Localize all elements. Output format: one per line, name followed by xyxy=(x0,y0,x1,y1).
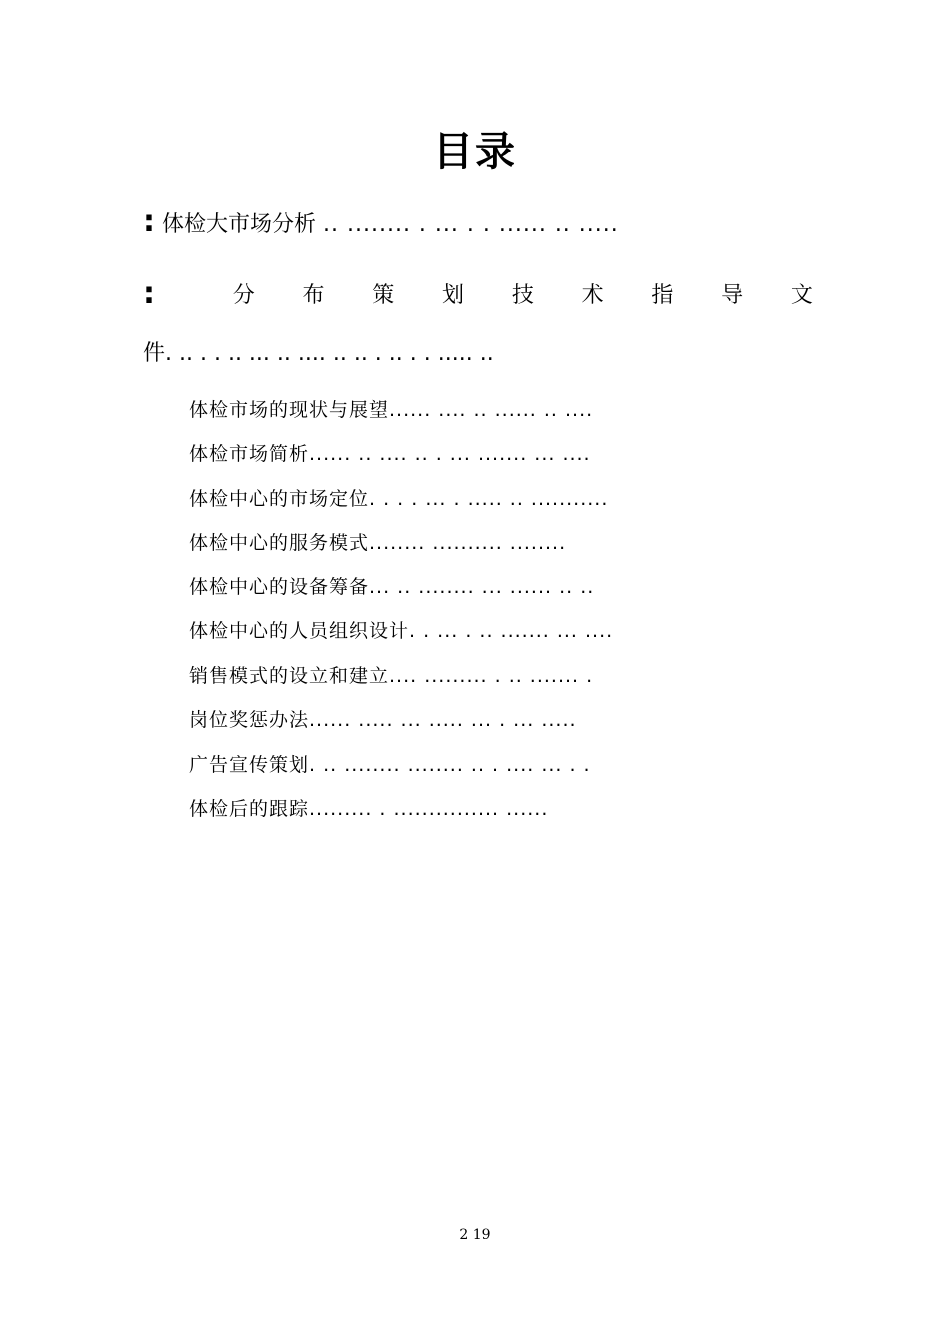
toc-subentry[interactable] xyxy=(189,794,548,821)
toc-entry-label: 体检中心的人员组织设计 xyxy=(189,620,410,642)
toc-subentry[interactable] xyxy=(189,439,591,466)
toc-entry-label: 体检市场简析 xyxy=(189,443,310,465)
toc-entry-label-char: 文 xyxy=(790,283,813,308)
toc-entry-label-char: 技 xyxy=(511,283,534,308)
toc-entry-label-char: 指 xyxy=(651,283,674,308)
toc-subentry[interactable] xyxy=(189,395,593,422)
toc-entry-label: 体检中心的设备筹备 xyxy=(189,576,370,598)
toc-entry-label: 体检中心的市场定位 xyxy=(189,488,370,510)
toc-subentry[interactable] xyxy=(189,528,566,555)
toc-leader-dots: ........ .......... ........ xyxy=(369,532,567,554)
toc-leader-dots: . . ... . .. ....... ... .... xyxy=(409,620,614,642)
toc-entry-section-2[interactable] xyxy=(143,276,813,311)
toc-entry-label: 体检大市场分析 xyxy=(162,212,317,237)
section-colon: : xyxy=(143,204,155,239)
toc-subentry[interactable] xyxy=(189,661,593,688)
toc-entry-label-char: 件 xyxy=(143,341,166,366)
toc-leader-dots: . .. . . .. ... .. .... .. .. . .. . . ..... .. xyxy=(165,341,494,366)
toc-leader-dots: ... .. ........ ... ...... .. .. xyxy=(369,576,595,598)
toc-leader-dots: ...... .... .. ...... .. .... xyxy=(389,399,594,421)
section-colon: : xyxy=(143,276,155,311)
toc-subentry[interactable] xyxy=(189,572,594,599)
toc-entry-label: 岗位奖惩办法 xyxy=(189,709,310,731)
toc-entry-label: 体检后的跟踪 xyxy=(189,798,310,820)
toc-leader-dots: ......... . ............... ...... xyxy=(309,798,549,820)
toc-entry-label-char: 布 xyxy=(302,283,325,308)
toc-subentry[interactable] xyxy=(189,616,613,643)
toc-entry-section-1[interactable] xyxy=(143,204,619,239)
toc-leader-dots: . . . . ... . ..... .. ........... xyxy=(369,488,609,510)
toc-leader-dots: . .. ........ ........ .. . .... ... . . xyxy=(309,754,591,776)
toc-leader-dots: ...... .. .... .. . ... ....... ... .... xyxy=(309,443,591,465)
toc-leader-dots: .. ........ . ... . . ...... .. ..... xyxy=(323,212,619,237)
page-number: 2 19 xyxy=(459,1227,491,1243)
toc-leader-dots: ...... ..... ... ..... ... . ... ..... xyxy=(309,709,577,731)
toc-entry-section-2-continued[interactable] xyxy=(143,336,494,367)
toc-entry-label: 广告宣传策划 xyxy=(189,754,310,776)
toc-subentry[interactable] xyxy=(189,750,591,777)
toc-entry-label-char: 策 xyxy=(372,283,395,308)
toc-entry-label: 体检市场的现状与展望 xyxy=(189,399,390,421)
toc-leader-dots: .... ......... . .. ....... . xyxy=(389,665,594,687)
toc-entry-label: 体检中心的服务模式 xyxy=(189,532,370,554)
toc-subentry[interactable] xyxy=(189,484,608,511)
toc-entry-label-char: 导 xyxy=(721,283,744,308)
toc-entry-label-char: 分 xyxy=(232,283,255,308)
toc-entry-label-char: 术 xyxy=(581,283,604,308)
toc-entry-label: 销售模式的设立和建立 xyxy=(189,665,390,687)
toc-entry-label-char: 划 xyxy=(442,283,465,308)
toc-title: 目录 xyxy=(433,129,517,175)
toc-subentry[interactable] xyxy=(189,705,577,732)
